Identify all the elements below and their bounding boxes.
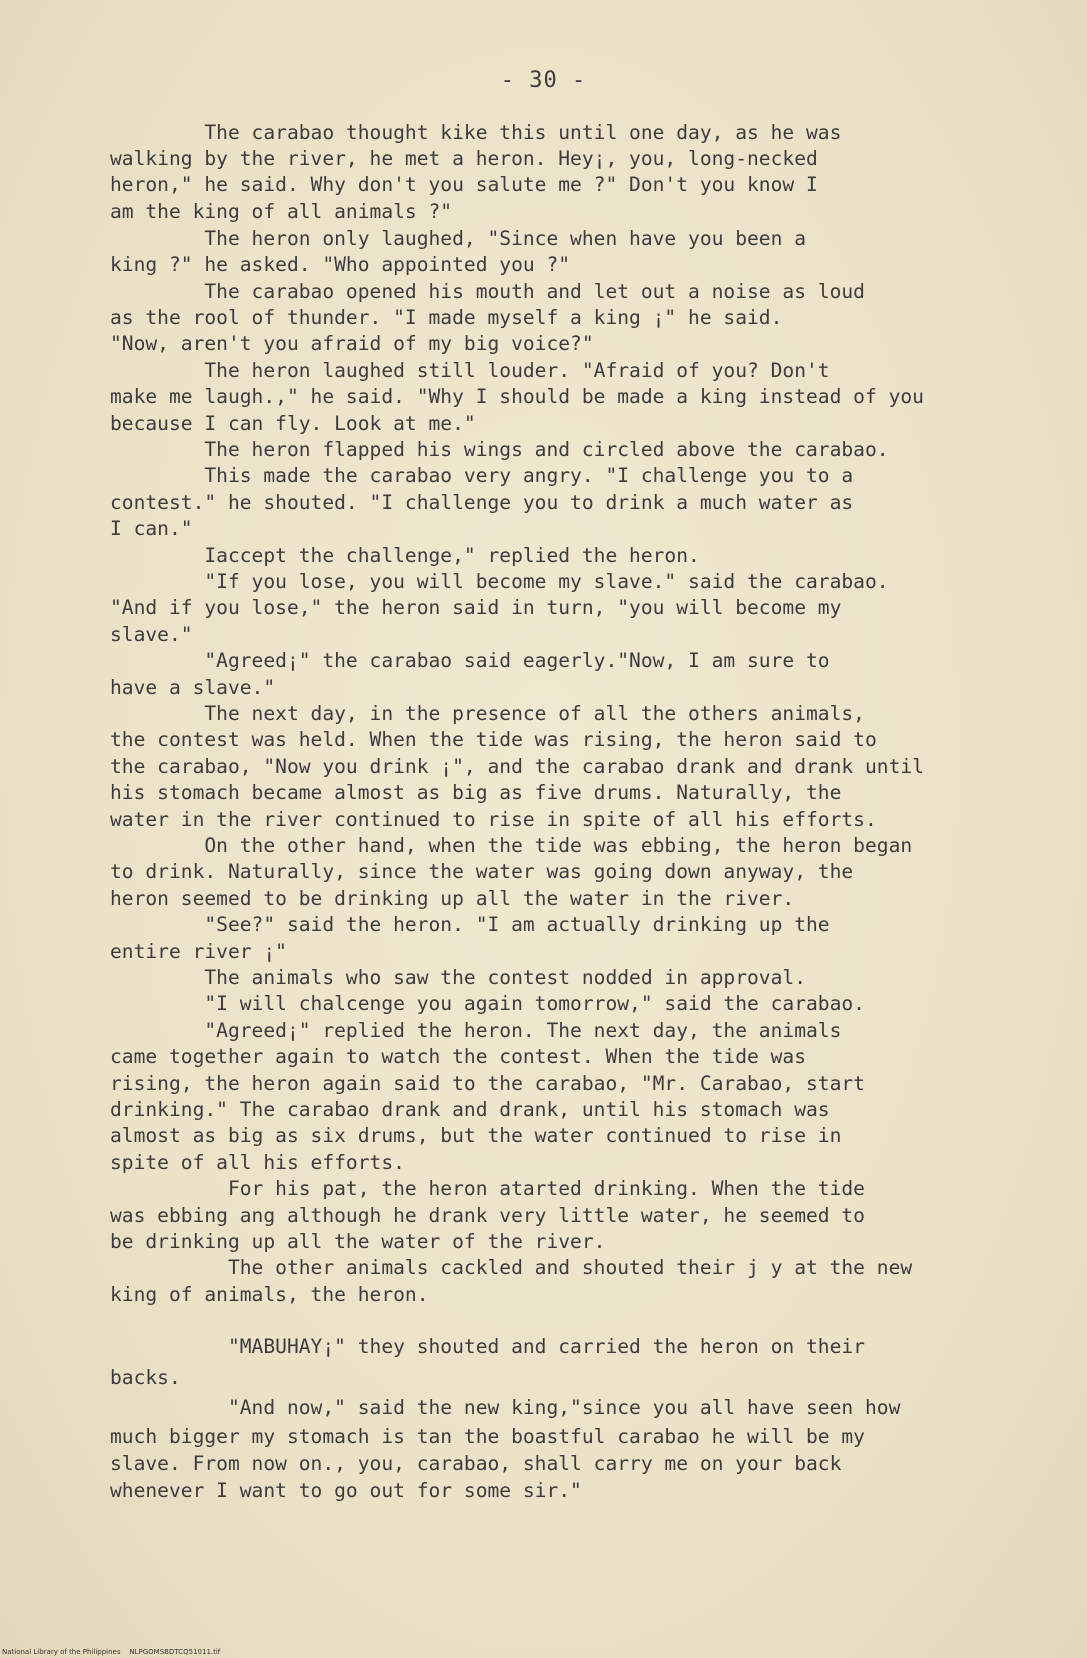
text-line: have a slave." xyxy=(110,676,276,699)
text-line: "Agreed¡" the carabao said eagerly."Now, I am sure to xyxy=(110,649,830,672)
text-line: spite of all his efforts. xyxy=(110,1151,405,1174)
scan-footer: National Library of the Philippines NLPGOMSBDTCQ51011.tif xyxy=(2,1648,221,1656)
text-line: because I can fly. Look at me." xyxy=(110,412,476,435)
text-line: "Now, aren't you afraid of my big voice?" xyxy=(110,332,594,355)
text-line: water in the river continued to rise in spite of all his efforts. xyxy=(110,808,877,831)
text-line: The heron laughed still louder. "Afraid of you? Don't xyxy=(110,359,830,382)
text-line: almost as big as six drums, but the water continued to rise in xyxy=(110,1124,842,1147)
text-line: The carabao opened his mouth and let out a noise as loud xyxy=(110,280,865,303)
text-line: backs. xyxy=(110,1366,181,1389)
text-line: as the rool of thunder. "I made myself a king ¡" he said. xyxy=(110,306,783,329)
text-line: rising, the heron again said to the carabao, "Mr. Carabao, start xyxy=(110,1072,865,1095)
text-line: heron seemed to be drinking up all the water in the river. xyxy=(110,887,795,910)
text-line: am the king of all animals ?" xyxy=(110,200,453,223)
text-line: walking by the river, he met a heron. Hey¡, you, long-necked xyxy=(110,147,818,170)
text-line: entire river ¡" xyxy=(110,940,287,963)
text-line: be drinking up all the water of the river. xyxy=(110,1230,606,1253)
text-line: The heron flapped his wings and circled above the carabao. xyxy=(110,438,889,461)
text-line: make me laugh.," he said. "Why I should be made a king instead of you xyxy=(110,385,924,408)
text-line: to drink. Naturally, since the water was going down anyway, the xyxy=(110,860,854,883)
text-line: "Agreed¡" replied the heron. The next day, the animals xyxy=(110,1019,842,1042)
text-line: "If you lose, you will become my slave." said the carabao. xyxy=(110,570,889,593)
text-line: came together again to watch the contest. When the tide was xyxy=(110,1045,806,1068)
text-line: The animals who saw the contest nodded in approval. xyxy=(110,966,806,989)
text-line: whenever I want to go out for some sir." xyxy=(110,1479,582,1502)
text-line: On the other hand, when the tide was ebbing, the heron began xyxy=(110,834,913,857)
text-line: The heron only laughed, "Since when have you been a xyxy=(110,227,806,250)
text-line: "And if you lose," the heron said in turn, "you will become my xyxy=(110,596,842,619)
text-line: slave. From now on., you, carabao, shall carry me on your back xyxy=(110,1452,842,1475)
text-line: contest." he shouted. "I challenge you to drink a much water as xyxy=(110,491,854,514)
text-line: slave." xyxy=(110,623,193,646)
text-line: The other animals cackled and shouted their j y at the new xyxy=(110,1256,913,1279)
text-line: much bigger my stomach is tan the boastful carabao he will be my xyxy=(110,1425,865,1448)
text-line: was ebbing ang although he drank very little water, he seemed to xyxy=(110,1204,865,1227)
text-line: heron," he said. Why don't you salute me ?" Don't you know I xyxy=(110,173,818,196)
text-line: the contest was held. When the tide was rising, the heron said to xyxy=(110,728,877,751)
page-number: - 30 - xyxy=(500,68,587,93)
text-line: For his pat, the heron atarted drinking. When the tide xyxy=(110,1177,865,1200)
text-line: king of animals, the heron. xyxy=(110,1283,429,1306)
text-line: Iaccept the challenge," replied the heron. xyxy=(110,544,700,567)
text-line: drinking." The carabao drank and drank, until his stomach was xyxy=(110,1098,830,1121)
text-line: king ?" he asked. "Who appointed you ?" xyxy=(110,253,571,276)
text-line: the carabao, "Now you drink ¡", and the carabao drank and drank until xyxy=(110,755,924,778)
text-line: I can." xyxy=(110,517,193,540)
text-line: "And now," said the new king,"since you all have seen how xyxy=(110,1396,901,1419)
text-line: The next day, in the presence of all the others animals, xyxy=(110,702,865,725)
text-line: "MABUHAY¡" they shouted and carried the heron on their xyxy=(110,1335,865,1358)
text-line: "I will chalcenge you again tomorrow," said the carabao. xyxy=(110,992,865,1015)
text-line: This made the carabao very angry. "I challenge you to a xyxy=(110,464,854,487)
text-line: The carabao thought kike this until one day, as he was xyxy=(110,121,842,144)
text-line: his stomach became almost as big as five drums. Naturally, the xyxy=(110,781,842,804)
text-line: "See?" said the heron. "I am actually drinking up the xyxy=(110,913,830,936)
